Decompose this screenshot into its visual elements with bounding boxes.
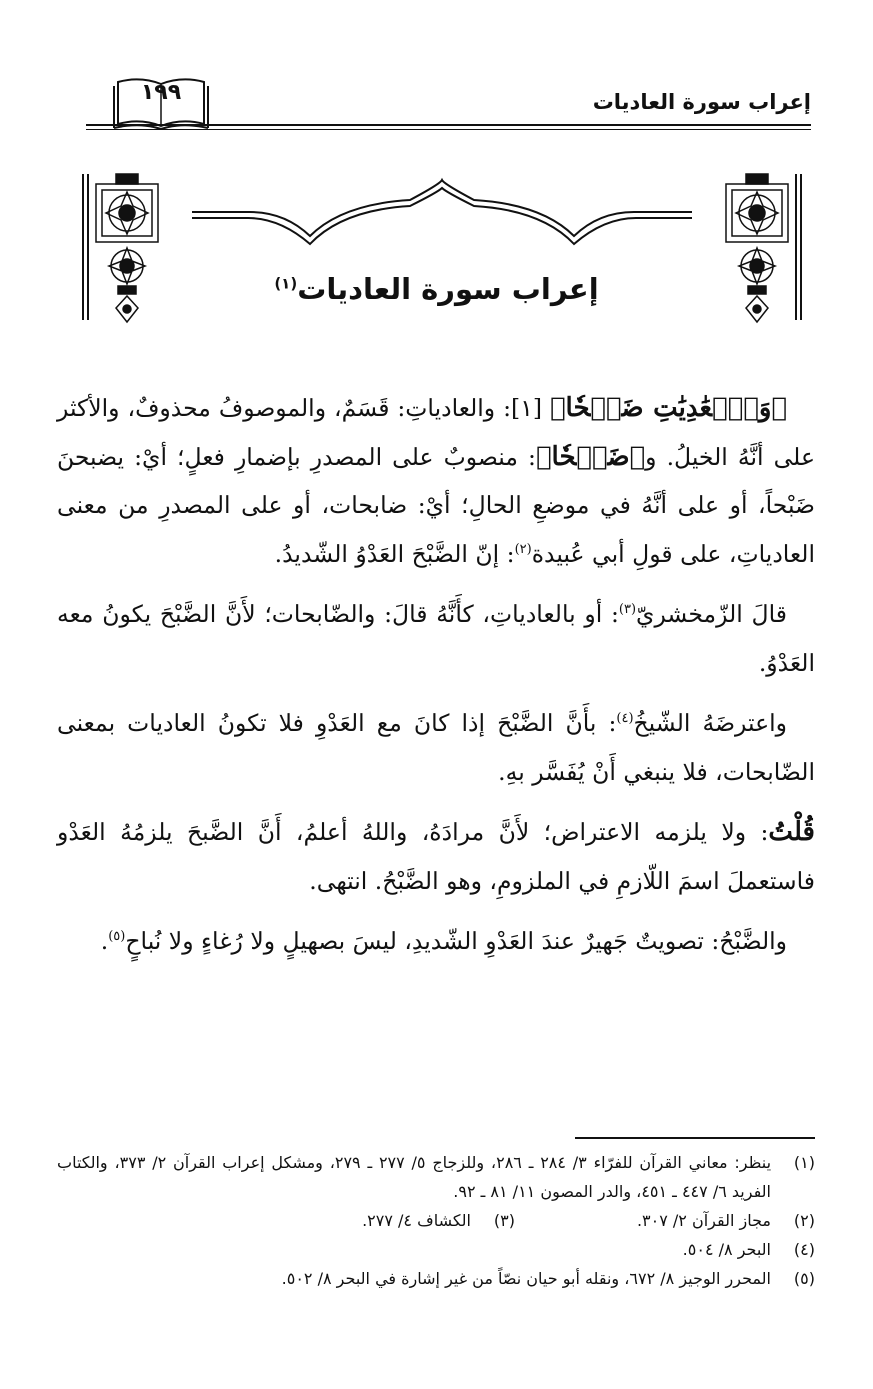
- footnote-number: (٥): [793, 1269, 815, 1288]
- paragraph: [57, 699, 815, 796]
- running-title: إعراب سورة العاديات: [592, 90, 811, 114]
- footnote-ref: (٥): [108, 929, 126, 945]
- footnote-pair: [57, 1206, 815, 1235]
- paragraph-text: والضَّبْحُ: تصويتٌ جَهيرٌ عندَ العَدْوِ الشّديدِ، ليسَ بصهيلٍ ولا رُغاءٍ ولا نُباحٍ: [125, 927, 787, 955]
- paragraph: [57, 917, 815, 966]
- paragraph: [57, 808, 815, 905]
- paragraph-text: : أو بالعادياتِ، كأَنَّهُ قالَ: والضّابحات؛ لأَنَّ الضَّبْحَ يكونُ معه العَدْوُ.: [57, 600, 815, 677]
- footnote-number: (٢): [793, 1211, 815, 1230]
- footnote: [215, 1206, 515, 1235]
- main-text: [57, 384, 815, 978]
- footnote-text: الكشاف ٤/ ٢٧٧.: [362, 1211, 471, 1230]
- header-rule: [86, 124, 811, 126]
- footnote: [57, 1235, 815, 1264]
- footnote-number: (٣): [493, 1211, 515, 1230]
- chapter-title: [0, 272, 873, 306]
- footnote: [515, 1206, 815, 1235]
- chapter-title-text: إعراب سورة العاديات: [297, 272, 599, 306]
- header-rule-thin: [86, 129, 811, 130]
- footnote-number: (١): [793, 1153, 815, 1172]
- paragraph: [57, 384, 815, 578]
- footnote-rule: [575, 1137, 815, 1139]
- paragraph-text: قالَ الزّمخشريّ: [636, 600, 787, 628]
- paragraph-text: : منصوبٌ على المصدرِ بإضمارِ فعلٍ؛ أيْ: يضبحنَ ضَبْحاً، أو على أنَّهُ في موضعِ الحالِ؛ أيْ: ضابحات، أو على المصدرِ من معنى العادياتِ، على قولِ أبي عُبيدة: [57, 442, 815, 568]
- footnote-ref: (١): [274, 274, 298, 293]
- footnote-text: البحر ٨/ ٥٠٤.: [682, 1240, 771, 1259]
- footnote: [57, 1264, 815, 1293]
- footnote-ref: (٤): [616, 711, 634, 727]
- footnote-number: (٤): [793, 1240, 815, 1259]
- paragraph-text: : ولا يلزمه الاعتراض؛ لأَنَّ مرادَهُ، واللهُ أعلمُ، أَنَّ الضَّبحَ يلزمُهُ العَدْو فاستعملَ اسمَ اللّازمِ في الملزومِ، وهو الضَّبْحُ. انتهى.: [57, 818, 815, 895]
- footnote-text: ينظر: معاني القرآن للفرّاء ٣/ ٢٨٤ ـ ٢٨٦، وللزجاج ٥/ ٢٧٧ ـ ٢٧٩، ومشكل إعراب القرآن ٢/ ٣٧٣، والكتاب الفريد ٦/ ٤٤٧ ـ ٤٥١، والدر المصون ١١/ ٨١ ـ ٩٢.: [57, 1153, 772, 1201]
- page-number: ١٩٩: [140, 80, 182, 105]
- quran-verse: ﴿ضَبۡحٗا﴾: [535, 441, 646, 472]
- paragraph-text: [١]: والعادياتِ: قَسَمٌ، والموصوفُ محذوفٌ، والأكثر على أنَّهُ الخيلُ. و: [57, 394, 815, 471]
- footnotes: [57, 1148, 815, 1293]
- paragraph-text: واعترضَهُ الشّيخُ: [633, 709, 787, 737]
- paragraph-text: .: [100, 927, 109, 955]
- footnote: [57, 1148, 815, 1206]
- footnote-text: المحرر الوجيز ٨/ ٦٧٢، ونقله أبو حيان نصّاً من غير إشارة في البحر ٨/ ٥٠٢.: [281, 1269, 771, 1288]
- footnote-ref: (٢): [514, 541, 532, 557]
- paragraph-text: : إنّ الضَّبْحَ العَدْوُ الشّديدُ.: [274, 539, 515, 568]
- paragraph: [57, 590, 815, 687]
- footnote-text: مجاز القرآن ٢/ ٣٠٧.: [636, 1211, 771, 1230]
- paragraph-text: : بأَنَّ الضَّبْحَ إذا كانَ مع العَدْوِ فلا تكونُ العاديات بمعنى الضّابحات، فلا ينبغي أَنْ يُفَسَّر بهِ.: [57, 709, 815, 786]
- quran-verse: ﴿وَٱلۡعَٰدِيَٰتِ ضَبۡحٗا﴾: [549, 393, 788, 423]
- lead-word: قُلْتُ: [768, 817, 815, 847]
- ornamental-banner: [80, 170, 804, 340]
- footnote-ref: (٣): [618, 602, 637, 618]
